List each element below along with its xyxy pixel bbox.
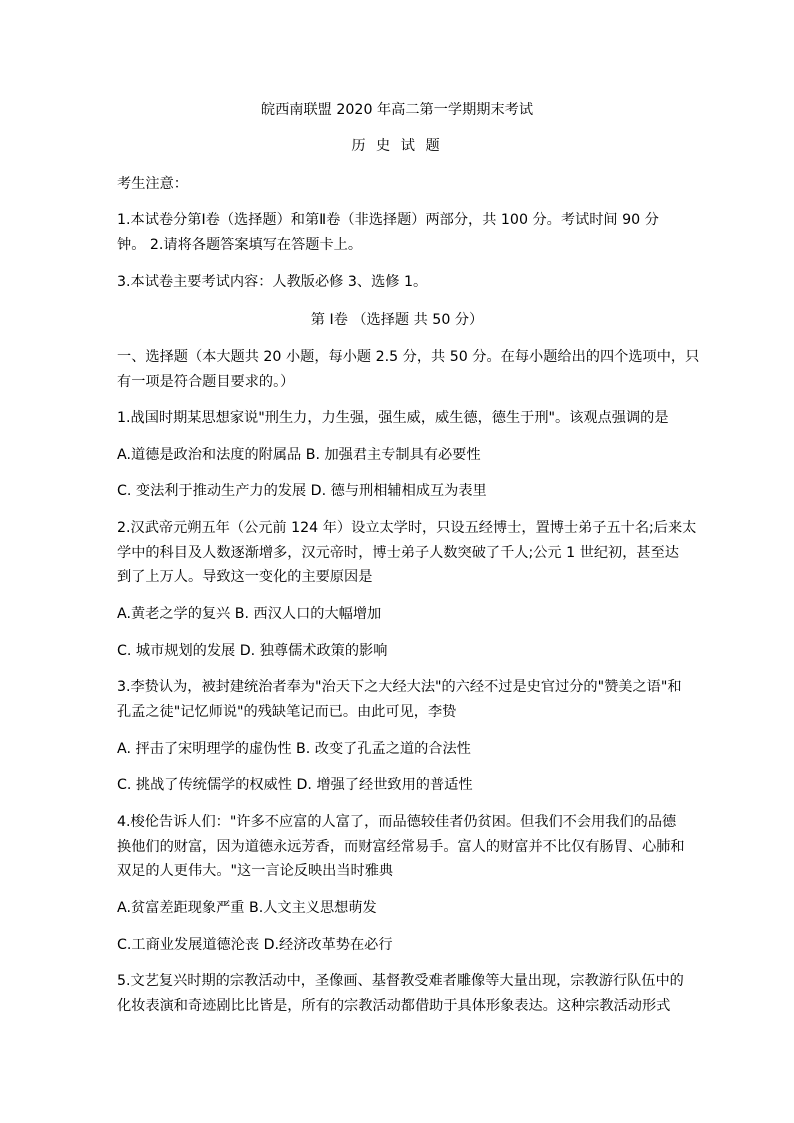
question-2-stem-1: 2.汉武帝元朔五年（公元前 124 年）设立太学时，只设五经博士，置博士弟子五十名;后来太	[117, 520, 697, 536]
section-title: 第 Ⅰ卷 （选择题 共 50 分）	[310, 312, 484, 328]
question-5-stem-1: 5.文艺复兴时期的宗教活动中，圣像画、基督教受难者雕像等大量出现，宗教游行队伍中的	[117, 973, 684, 989]
question-4-stem-3: 双足的人更伟大。"这一言论反映出当时雅典	[117, 863, 394, 879]
section-intro-2: 有一项是符合题目要求的。）	[117, 374, 295, 390]
question-4-stem-1: 4.梭伦告诉人们："许多不应富的人富了，而品德较佳者仍贫困。但我们不会用我们的品德	[117, 814, 677, 830]
section-intro-1: 一、选择题（本大题共 20 小题，每小题 2.5 分，共 50 分。在每小题给出的四个选项中，只	[117, 349, 700, 365]
question-1-options-cd: C. 变法利于推动生产力的发展 D. 德与刑相辅相成互为表里	[117, 483, 487, 499]
question-2-options-ab: A.黄老之学的复兴 B. 西汉人口的大幅增加	[117, 606, 382, 622]
exam-title: 皖西南联盟 2020 年高二第一学期期末考试	[260, 102, 534, 118]
question-4-stem-2: 换他们的财富，因为道德永远芳香，而财富经常易手。富人的财富并不比仅有肠胃、心肺和	[117, 839, 685, 855]
notice-line-2: 钟。 2.请将各题答案填写在答题卡上。	[117, 237, 363, 253]
question-3-stem-1: 3.李贽认为，被封建统治者奉为"治天下之大经大法"的六经不过是史官过分的"赞美之语"和	[117, 679, 682, 695]
question-4-options-ab: A.贫富差距现象严重 B.人文主义思想萌发	[117, 900, 377, 916]
question-2-options-cd: C. 城市规划的发展 D. 独尊儒术政策的影响	[117, 643, 388, 659]
question-1-stem: 1.战国时期某思想家说"刑生力，力生强，强生威，威生德，德生于刑"。该观点强调的是	[117, 410, 669, 426]
question-4-options-cd: C.工商业发展道德沦丧 D.经济改革势在必行	[117, 937, 393, 953]
question-2-stem-3: 到了上万人。导致这一变化的主要原因是	[117, 569, 373, 585]
question-2-stem-2: 学中的科目及人数逐渐增多，汉元帝时，博士弟子人数突破了千人;公元 1 世纪初，甚至达	[117, 545, 679, 561]
notice-label: 考生注意：	[117, 176, 188, 192]
question-3-options-ab: A. 抨击了宋明理学的虚伪性 B. 改变了孔孟之道的合法性	[117, 741, 471, 757]
question-5-stem-2: 化妆表演和奇迹剧比比皆是，所有的宗教活动都借助于具体形象表达。这种宗教活动形式	[117, 998, 671, 1014]
notice-line-1: 1.本试卷分第Ⅰ卷（选择题）和第Ⅱ卷（非选择题）两部分，共 100 分。考试时间 90 分	[117, 212, 659, 228]
question-1-options-ab: A.道德是政治和法度的附属品 B. 加强君主专制具有必要性	[117, 447, 481, 463]
exam-subject: 历 史 试 题	[351, 138, 443, 154]
question-3-stem-2: 孔孟之徒"记忆师说"的残缺笔记而已。由此可见，李贽	[117, 704, 457, 720]
notice-line-3: 3.本试卷主要考试内容：人教版必修 3、选修 1。	[117, 274, 428, 290]
question-3-options-cd: C. 挑战了传统儒学的权威性 D. 增强了经世致用的普适性	[117, 777, 473, 793]
